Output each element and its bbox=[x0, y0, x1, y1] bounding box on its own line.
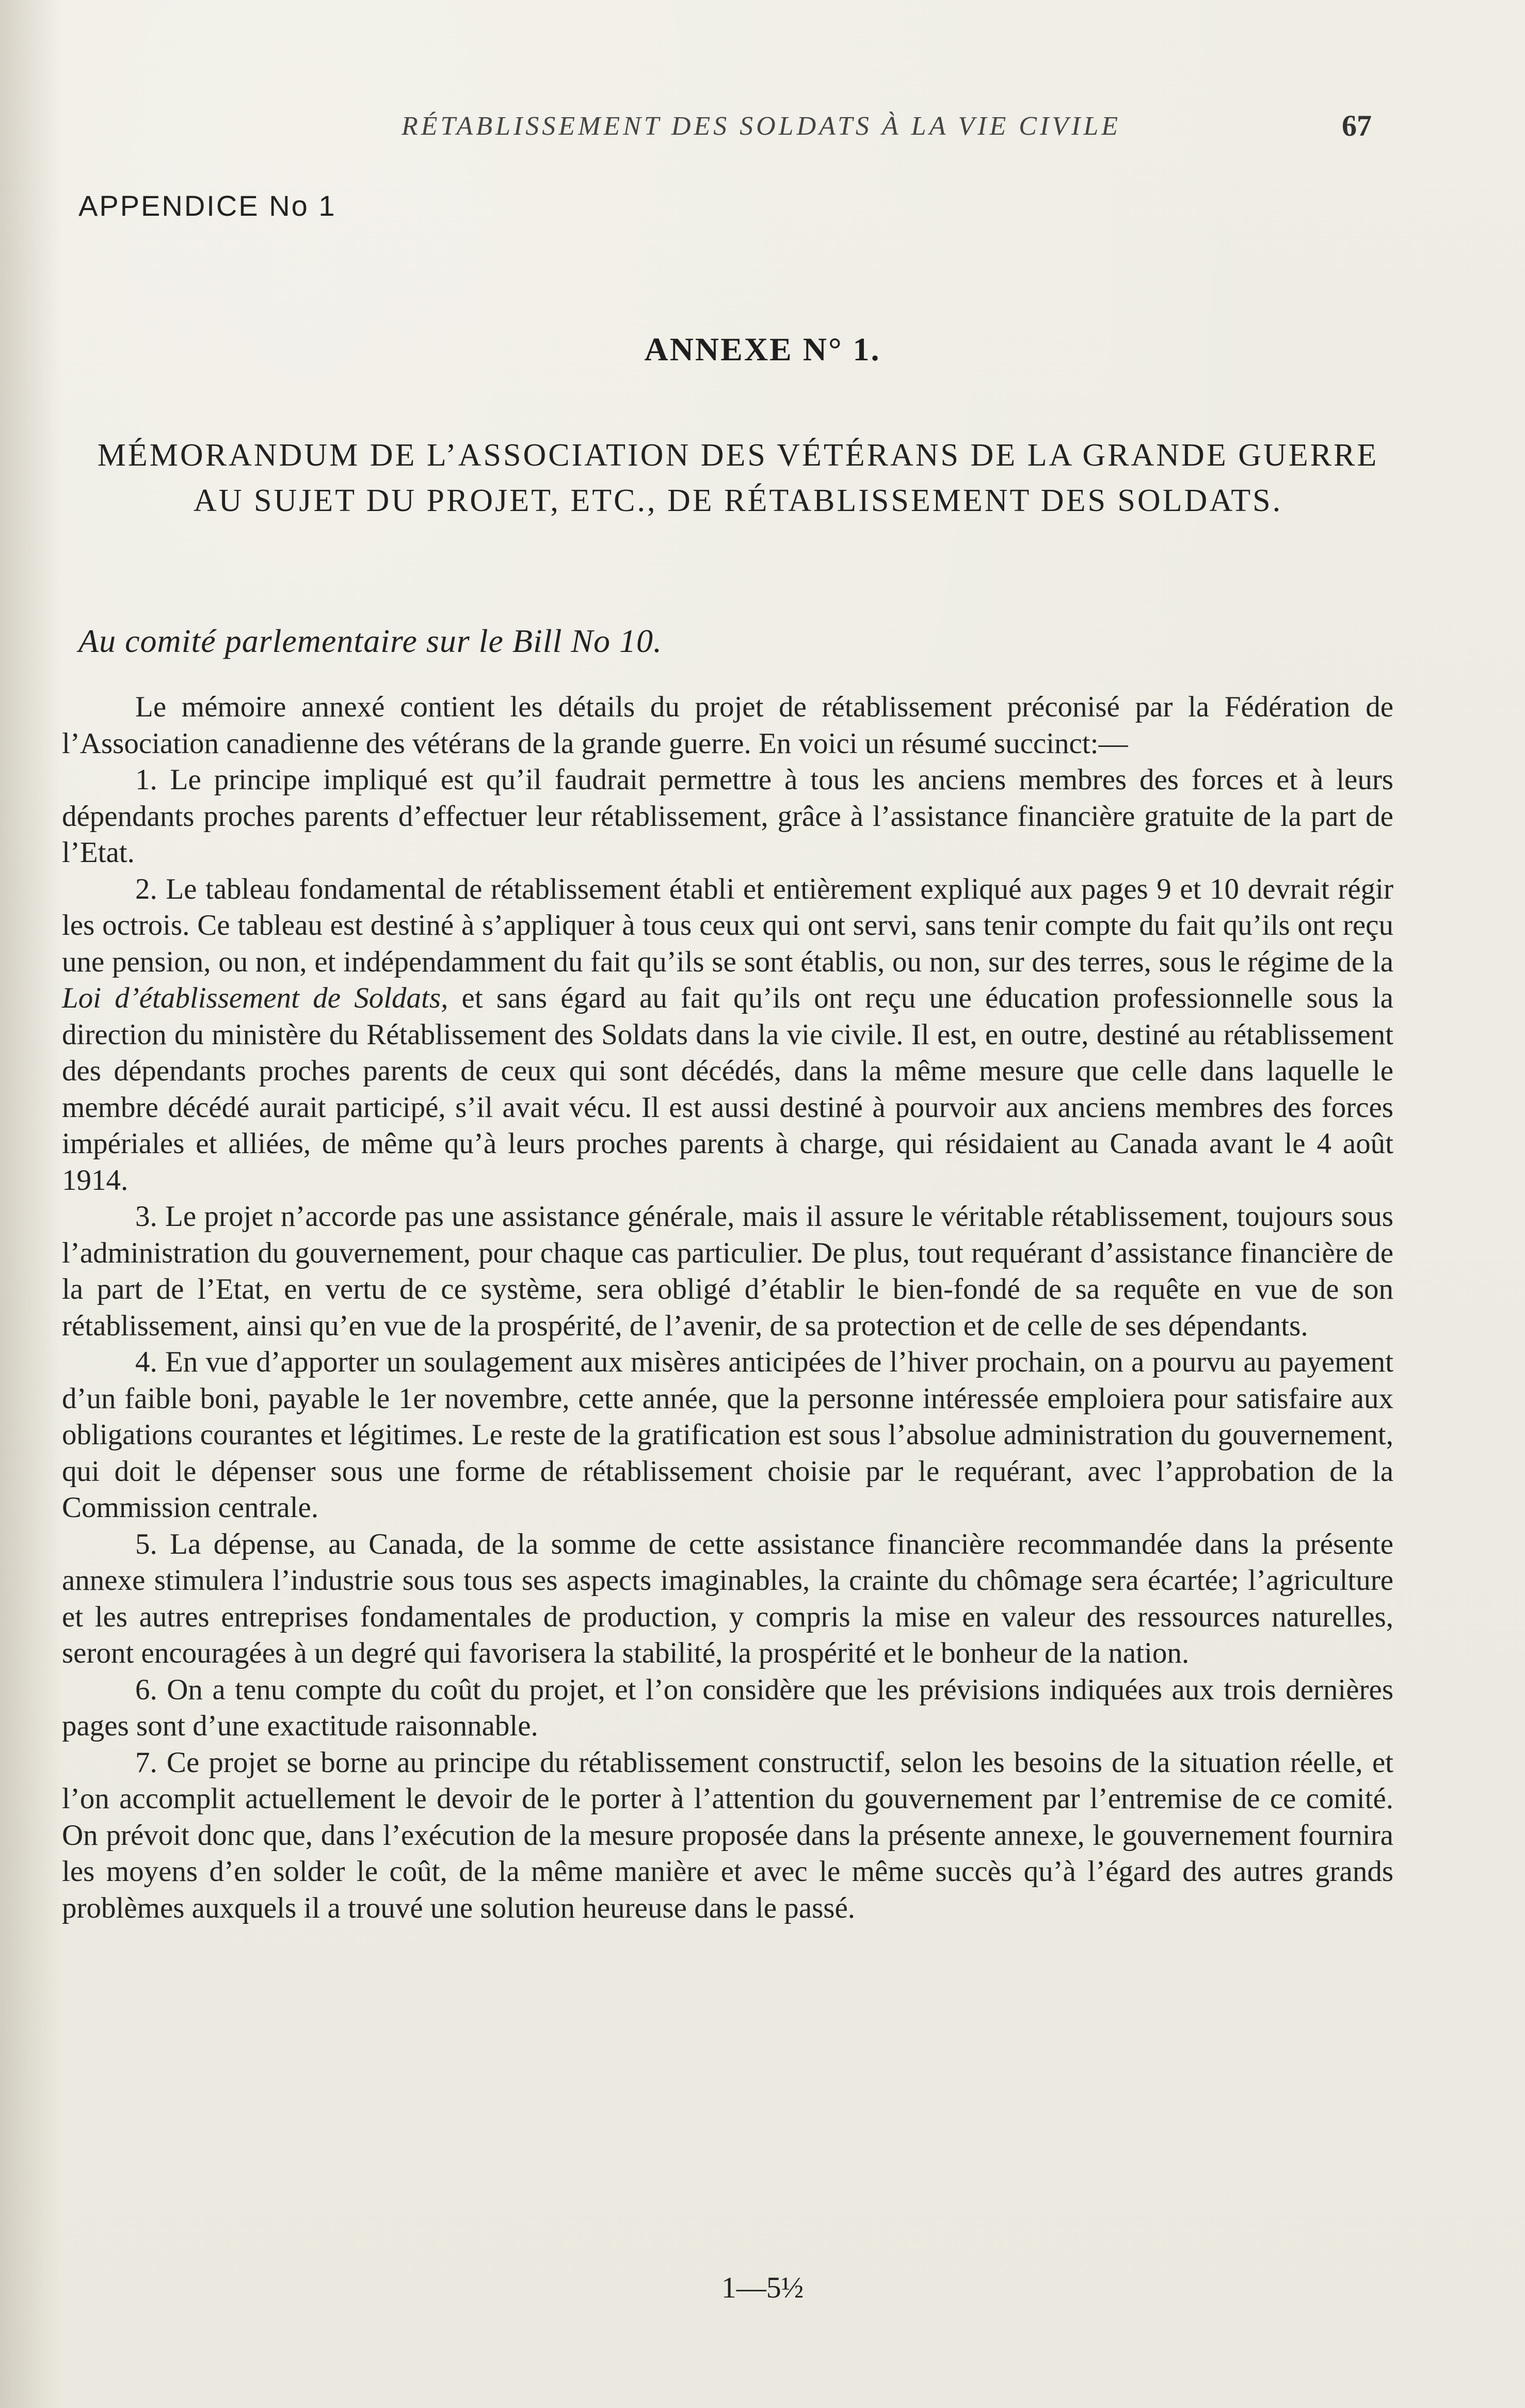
law-title: Loi d’établissement de Soldats, bbox=[62, 982, 448, 1014]
paragraph-3: 3. Le projet n’accorde pas une assistance générale, mais il assure le véritable rétablissement, toujours sous l’administration du gouvernement, pour chaque cas particulier. De plus, tout requérant d’assistance financière de la part de l’Etat, en vertu de ce système, sera obligé d’établir le bien-fondé de sa requête en vue de son rétablissement, ainsi qu’en vue de la prospérité, de l’avenir, de sa protection et de celle de ses dépendants. bbox=[62, 1200, 1393, 1342]
paragraph-5: 5. La dépense, au Canada, de la somme de cette assistance financière recommandée dans la présente annexe stimulera l’industrie sous tous ses aspects imaginables, la crainte du chômage sera écartée; l’agriculture et les autres entreprises fondamentales de production, y compris la mise en valeur des ressources naturelles, seront encouragées à un degré qui favorisera la stabilité, la prospérité et le bonheur de la nation. bbox=[62, 1527, 1393, 1669]
paragraph-2 bbox=[62, 871, 1393, 1199]
paragraph-intro: Le mémoire annexé contient les détails du projet de rétablissement préconisé par la Fédération de l’Association canadienne des vétérans de la grande guerre. En voici un résumé succinct:— bbox=[62, 691, 1393, 760]
body-text bbox=[62, 689, 1393, 1926]
addressee-line: Au comité parlementaire sur le Bill No 10. bbox=[78, 623, 663, 659]
annex-title: ANNEXE N° 1. bbox=[644, 331, 881, 368]
paragraph-7: 7. Ce projet se borne au principe du rétablissement constructif, selon les besoins de la situation réelle, et l’on accomplit actuellement le devoir de le porter à l’attention du gouvernement par l’entremise de ce comité. On prévoit donc que, dans l’exécution de la mesure proposée dans la présente annexe, le gouvernement fournira les moyens d’en solder le coût, de la même manière et avec le même succès qu’à l’égard des autres grands problèmes auxquels il a trouvé une solution heureuse dans le passé. bbox=[62, 1746, 1393, 1924]
page-number: 67 bbox=[1342, 109, 1372, 142]
paragraph-1: 1. Le principe impliqué est qu’il faudrait permettre à tous les anciens membres des forces et à leurs dépendants proches parents d’effectuer leur rétablissement, grâce à l’assistance financière gratuite de la part de l’Etat. bbox=[62, 763, 1393, 869]
signature-mark: 1—5½ bbox=[721, 2271, 804, 2304]
running-head: RÉTABLISSEMENT DES SOLDATS À LA VIE CIVILE bbox=[401, 111, 1121, 141]
appendix-label: APPENDICE No 1 bbox=[78, 189, 336, 222]
paragraph-6: 6. On a tenu compte du coût du projet, et l’on considère que les prévisions indiquées aux trois dernières pages sont d’une exactitude raisonnable. bbox=[62, 1673, 1393, 1742]
paragraph-2-start: 2. Le tableau fondamental de rétablissement établi et entièrement expliqué aux pages 9 et 10 devrait régir les octrois. Ce tableau est destiné à s’appliquer à tous ceux qui ont servi, sans tenir compte du fait qu’ils ont reçu une pension, ou non, et indépendamment du fait qu’ils se sont établis, ou non, sur des terres, sous le régime de la bbox=[62, 872, 1393, 978]
paragraph-2-end: et sans égard au fait qu’ils ont reçu une éducation professionnelle sous la direction du ministère du Rétablissement des Soldats dans la vie civile. Il est, en outre, destiné au rétablissement des dépendants proches parents de ceux qui sont décédés, dans la même mesure que celle dans laquelle le membre décédé aurait participé, s’il avait vécu. Il est aussi destiné à pourvoir aux anciens membres des forces impériales et alliées, de même qu’à leurs proches parents à charge, qui résidaient au Canada avant le 4 août 1914. bbox=[62, 982, 1393, 1197]
memo-title: MÉMORANDUM DE L’ASSOCIATION DES VÉTÉRANS DE LA GRANDE GUERRE AU SUJET DU PROJET, ETC., DE RÉTABLISSEMENT DES SOLDATS. bbox=[97, 438, 1379, 518]
paragraph-4: 4. En vue d’apporter un soulagement aux misères anticipées de l’hiver prochain, on a pourvu au payement d’un faible boni, payable le 1er novembre, cette année, que la personne intéressée emploiera pour satisfaire aux obligations courantes et légitimes. Le reste de la gratification est sous l’absolue administration du gouvernement, qui doit le dépenser sous une forme de rétablissement choisie par le requérant, avec l’approbation de la Commission centrale. bbox=[62, 1346, 1393, 1524]
